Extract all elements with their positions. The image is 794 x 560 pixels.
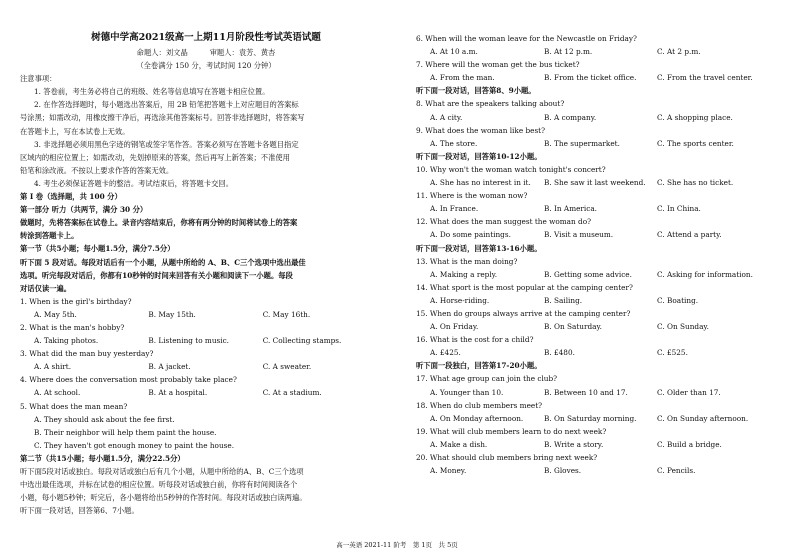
note-line: 3. 非选择题必须用黑色字迹的钢笔或签字笔作答。答案必须写在答题卡各题目指定: [34, 139, 299, 149]
option-c: C. May 16th.: [262, 309, 311, 319]
option-c: C. On Sunday afternoon.: [657, 413, 749, 423]
option-a: A. She has no interest in it.: [430, 178, 531, 188]
option-c: C. A sweater.: [262, 362, 312, 372]
answer-options: [416, 320, 776, 333]
note-line: 1. 答卷前，考生务必将自己的班级、姓名等信息填写在答题卡相应位置。: [34, 87, 270, 97]
option-a: A. From the man.: [430, 73, 495, 83]
answer-options: [416, 464, 776, 477]
dialogue-heading: 听下面一段对话，回答第8、9小题。: [416, 86, 536, 96]
left-column: [20, 0, 392, 517]
answer-options: [416, 346, 776, 359]
dialogue-heading: 听下面一段对话，回答第13-16小题。: [416, 243, 542, 253]
page-footer: 高一英语 2021-11 阶考 第 1页 共 5页: [336, 541, 458, 549]
option-a: A. May 5th.: [34, 309, 77, 319]
option-c: C. At 2 p.m.: [657, 47, 701, 57]
note-line: 号涂黑；如需改动，用橡皮擦干净后，再选涂其他答案标号。回答非选择题时，将答案写: [20, 113, 305, 123]
question-stem: 15. When do groups always arrive at the camping center?: [416, 308, 631, 318]
option-a: A. At 10 a.m.: [430, 47, 478, 57]
note-line: 在答题卡上，写在本试卷上无效。: [20, 126, 130, 136]
question-stem: 5. What does the man mean?: [20, 401, 128, 411]
option-a: A. On Monday afternoon.: [430, 413, 524, 423]
note-line: 铅笔和涂改液。不按以上要求作答的答案无效。: [20, 165, 174, 175]
answer-options: [416, 71, 776, 84]
right-column: [416, 32, 776, 477]
option-c: C. Attend a party.: [657, 230, 722, 240]
option-a: A. A shirt.: [34, 362, 72, 372]
option-b: B. Sailing.: [544, 295, 583, 305]
option-b: B. At a hospital.: [148, 388, 208, 398]
option-b: B. May 15th.: [148, 309, 196, 319]
option-c: C. Older than 17.: [657, 387, 721, 397]
question-stem: 10. Why won't the woman watch tonight's concert?: [416, 164, 606, 174]
option-c: C. A shopping place.: [657, 112, 733, 122]
section1-directions: 对话仅读一遍。: [20, 283, 72, 293]
option-b: B. From the ticket office.: [544, 73, 637, 83]
answer-options: [416, 202, 776, 215]
option-b: B. Gloves.: [544, 466, 582, 476]
option-c: C. In China.: [657, 204, 701, 214]
option-a: A. Do some paintings.: [430, 230, 511, 240]
option-a: A. On Friday.: [430, 322, 479, 332]
listening-intro: 做题时，先将答案标在试卷上。录音内容结束后，你将有两分钟的时间将试卷上的答案: [20, 218, 298, 228]
question-stem: 4. Where does the conversation most probably take place?: [20, 375, 237, 385]
section2-directions: 听下面5段对话或独白。每段对话或独白后有几个小题，从题中所给的A、B、C三个选项: [20, 467, 304, 476]
question-stem: 20. What should club members bring next week?: [416, 453, 598, 462]
question-stem: 11. Where is the woman now?: [416, 191, 528, 201]
answer-options: [20, 360, 392, 373]
option-a: A. Make a dish.: [430, 439, 488, 449]
note-line: 2. 在作答选择题时，每小题选出答案后，用 2B 铅笔把答题卡上对应题目的答案标: [34, 100, 299, 110]
question-stem: 1. When is the girl's birthday?: [20, 296, 132, 306]
answer-options: [416, 137, 776, 150]
question-stem: 2. What is the man's hobby?: [20, 322, 125, 332]
section1-heading: 第一节（共5小题；每小题1.5分，满分7.5分）: [20, 244, 175, 254]
option-c: C. They haven't got enough money to paint the house.: [34, 440, 235, 450]
option-b: B. The supermarket.: [544, 138, 620, 148]
option-a: A. Making a reply.: [430, 269, 498, 279]
option-b: B. A jacket.: [148, 362, 191, 372]
section2-heading: 第二节（共15小题；每小题1.5分，满分22.5分）: [20, 453, 185, 463]
option-b: B. Between 10 and 17.: [544, 387, 628, 397]
question-stem: 13. What is the man doing?: [416, 256, 518, 266]
answer-options: [20, 308, 392, 321]
question-stem: 19. What will club members learn to do next week?: [416, 426, 607, 436]
answer-options: [20, 334, 392, 347]
section1-directions: 听下面 5 段对话。每段对话后有一个小题，从题中所给的 A、B、C三个选项中选出最佳: [20, 257, 306, 267]
option-b: B. Write a story.: [544, 439, 604, 449]
option-b: B. On Saturday morning.: [544, 413, 637, 423]
listening-heading: 第一部分 听力（共两节，满分 30 分）: [20, 205, 148, 215]
option-b: B. A company.: [544, 112, 597, 122]
option-a: A. Horse-riding.: [430, 295, 490, 305]
answer-options: [416, 386, 776, 399]
dialogue-heading: 听下面一段对话，回答第10-12小题。: [416, 151, 542, 161]
part1-heading: 第 Ⅰ 卷（选择题，共 100 分）: [20, 192, 122, 202]
option-c: C. Pencils.: [657, 466, 696, 476]
monologue-heading: 听下面一段独白，回答第17-20小题。: [416, 361, 542, 371]
option-b: B. At 12 p.m.: [544, 47, 593, 57]
option-c: C. On Sunday.: [657, 322, 709, 332]
option-c: C. She has no ticket.: [657, 178, 734, 188]
section1-directions: 选项。听完每段对话后，你都有10秒钟的时间来回答有关小题和阅读下一小题。每段: [20, 270, 293, 280]
option-c: C. Collecting stamps.: [262, 336, 342, 346]
option-a: A. In France.: [430, 204, 479, 214]
option-c: C. £525.: [657, 348, 688, 358]
question-stem: 16. What is the cost for a child?: [416, 335, 534, 345]
option-a: A. The store.: [430, 138, 478, 148]
question-stem: 8. What are the speakers talking about?: [416, 99, 565, 109]
notes-heading: 注意事项：: [20, 74, 57, 84]
option-a: A. They should ask about the fee first.: [34, 414, 175, 424]
answer-options: [416, 111, 776, 124]
question-stem: 9. What does the woman like best?: [416, 125, 546, 135]
question-stem: 14. What sport is the most popular at the camping center?: [416, 282, 633, 292]
answer-options: [416, 438, 776, 451]
answer-options: [20, 386, 392, 399]
option-b: B. She saw it last weekend.: [544, 178, 646, 188]
option-a: A. Younger than 10.: [430, 387, 504, 397]
note-line: 4. 考生必须保证答题卡的整洁。考试结束后，将答题卡交回。: [34, 178, 233, 188]
option-b: B. In America.: [544, 204, 598, 214]
answer-options: [416, 176, 776, 189]
option-b: B. On Saturday.: [544, 322, 602, 332]
question-stem: 12. What does the man suggest the woman do?: [416, 217, 592, 227]
question-stem: 3. What did the man buy yesterday?: [20, 349, 154, 359]
answer-options: [416, 45, 776, 58]
option-b: B. Visit a museum.: [544, 230, 614, 240]
answer-options: [416, 412, 776, 425]
option-b: B. Getting some advice.: [544, 269, 632, 279]
option-b: B. Their neighbor will help them paint the house.: [34, 427, 217, 437]
option-a: A. At school.: [34, 388, 81, 398]
option-c: C. Build a bridge.: [657, 439, 722, 449]
section2-directions: 听下面一段对话，回答第6、7小题。: [20, 506, 139, 516]
option-a: A. Taking photos.: [34, 336, 99, 346]
section2-directions: 中选出最佳选项，并标在试卷的相应位置。听每段对话或独白前，你将有时间阅读各个: [20, 480, 298, 490]
question-stem: 6. When will the woman leave for the Newcastle on Friday?: [416, 34, 637, 43]
section2-directions: 小题，每小题5秒钟；听完后，各小题将给出5秒钟的作答时间。每段对话或独白读两遍。: [20, 493, 307, 503]
note-line: 区域内的相应位置上；如需改动，先划掉原来的答案，然后再写上新答案；不准使用: [20, 152, 290, 162]
option-b: B. £480.: [544, 348, 575, 358]
option-c: C. Boating.: [657, 295, 699, 305]
exam-title: 树德中学高2021级高一上期11月阶段性考试英语试题: [91, 32, 321, 43]
question-stem: 7. Where will the woman get the bus ticket?: [416, 60, 580, 70]
option-c: C. At a stadium.: [262, 388, 322, 398]
answer-options: [416, 268, 776, 281]
option-b: B. Listening to music.: [148, 336, 230, 346]
option-c: C. The sports center.: [657, 138, 734, 148]
listening-intro: 转涂到答题卡上。: [20, 231, 79, 241]
question-stem: 17. What age group can join the club?: [416, 374, 558, 384]
option-a: A. £425.: [430, 348, 461, 358]
answer-options: [416, 228, 776, 241]
question-stem: 18. When do club members meet?: [416, 400, 543, 410]
option-a: A. Money.: [430, 466, 467, 476]
answer-options: [416, 294, 776, 307]
option-c: C. Asking for information.: [657, 269, 753, 279]
exam-info: （全卷满分 150 分，考试时间 120 分钟）: [136, 61, 276, 71]
option-a: A. A city.: [430, 112, 463, 122]
option-c: C. From the travel center.: [657, 73, 753, 83]
exam-authors: 命题人：刘文晶 审题人：袁芳、黄杏: [136, 48, 276, 57]
